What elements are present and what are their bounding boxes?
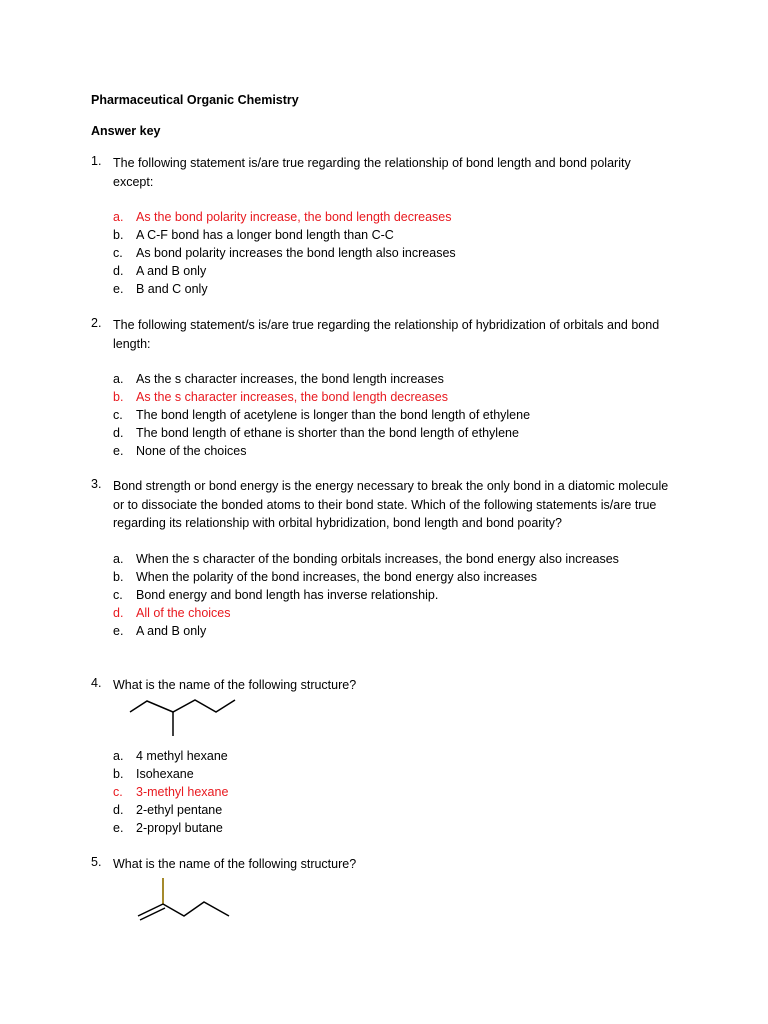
question-5 [91, 855, 671, 874]
option-text: A and B only [136, 623, 207, 638]
option [91, 406, 671, 424]
option [91, 747, 671, 765]
option-letter: c. [113, 587, 123, 602]
skeletal-structure-alkene [132, 874, 237, 922]
option-text: The bond length of acetylene is longer than the bond length of ethylene [136, 408, 531, 422]
option-text: Isohexane [136, 767, 194, 781]
skeletal-structure-3-methylhexane [125, 692, 240, 740]
question-stem: Bond strength or bond energy is the energy necessary to break the only bond in a diatomic molecule or to dissociate the bonded atoms to their bond state. Which of the following statements is/are true regarding its relationship with orbital hybridization, bond length and bond poarity? [113, 479, 669, 530]
option-letter: a. [113, 551, 124, 566]
options-list [91, 747, 671, 837]
option-text: As the s character increases, the bond length decreases [136, 390, 448, 404]
option [91, 819, 671, 837]
carbon-chain-bonds [163, 902, 229, 916]
option-letter: a. [113, 210, 124, 224]
option-letter: c. [113, 785, 123, 799]
option-text: A C-F bond has a longer bond length than C-C [136, 228, 394, 242]
option-correct [91, 388, 671, 406]
option-letter: a. [113, 372, 124, 386]
option-letter: e. [113, 821, 124, 835]
option [91, 765, 671, 783]
option-text: When the s character of the bonding orbitals increases, the bond energy also increases [136, 551, 619, 566]
question-3 [91, 477, 671, 640]
option [91, 801, 671, 819]
option-letter: d. [113, 605, 124, 620]
option-text: The bond length of ethane is shorter than the bond length of ethylene [136, 426, 519, 440]
option-text: B and C only [136, 282, 208, 296]
option-letter: b. [113, 767, 124, 781]
option-text: As the bond polarity increase, the bond length decreases [136, 210, 452, 224]
options-list [91, 550, 671, 640]
question-number: 2. [91, 316, 102, 330]
option-text: 3-methyl hexane [136, 785, 229, 799]
question-2 [91, 316, 671, 460]
option [91, 442, 671, 460]
option-text: 2-propyl butane [136, 821, 223, 835]
option-letter: e. [113, 623, 124, 638]
option [91, 568, 671, 586]
carbon-chain-bonds [130, 700, 235, 712]
question-stem: The following statement/s is/are true regarding the relationship of hybridization of orbitals and bond length: [113, 318, 660, 351]
document-title: Pharmaceutical Organic Chemistry [91, 93, 299, 107]
option-letter: b. [113, 228, 124, 242]
option [91, 586, 671, 604]
option-letter: d. [113, 426, 124, 440]
question-stem: What is the name of the following structure? [113, 857, 357, 871]
option-letter: d. [113, 264, 124, 278]
option-text: As bond polarity increases the bond length also increases [136, 246, 456, 260]
option-letter: c. [113, 408, 123, 422]
option [91, 244, 671, 262]
question-1 [91, 154, 671, 298]
option-text: A and B only [136, 264, 207, 278]
option [91, 370, 671, 388]
option [91, 622, 671, 640]
option [91, 226, 671, 244]
question-stem: What is the name of the following structure? [113, 678, 357, 692]
option-correct [91, 783, 671, 801]
option-letter: d. [113, 803, 124, 817]
question-stem: The following statement is/are true regarding the relationship of bond length and bond polarity except: [113, 156, 631, 189]
question-number: 5. [91, 855, 102, 869]
option-letter: b. [113, 390, 124, 404]
option-text: All of the choices [136, 605, 231, 620]
option-text: 4 methyl hexane [136, 749, 228, 763]
option [91, 280, 671, 298]
document-subtitle: Answer key [91, 124, 161, 138]
question-number: 4. [91, 676, 102, 690]
question-number: 3. [91, 477, 102, 491]
question-number: 1. [91, 154, 102, 168]
question-4-options [91, 747, 671, 837]
option-text: Bond energy and bond length has inverse relationship. [136, 587, 439, 602]
option-text: 2-ethyl pentane [136, 803, 223, 817]
option-letter: a. [113, 749, 124, 763]
options-list [91, 208, 671, 298]
option [91, 550, 671, 568]
options-list [91, 370, 671, 460]
option-text: As the s character increases, the bond length increases [136, 372, 444, 386]
option-letter: b. [113, 569, 124, 584]
option-letter: e. [113, 444, 124, 458]
option-correct [91, 604, 671, 622]
option [91, 424, 671, 442]
option-text: When the polarity of the bond increases, the bond energy also increases [136, 569, 537, 584]
option [91, 262, 671, 280]
option-text: None of the choices [136, 444, 247, 458]
option-correct [91, 208, 671, 226]
option-letter: e. [113, 282, 124, 296]
option-letter: c. [113, 246, 123, 260]
